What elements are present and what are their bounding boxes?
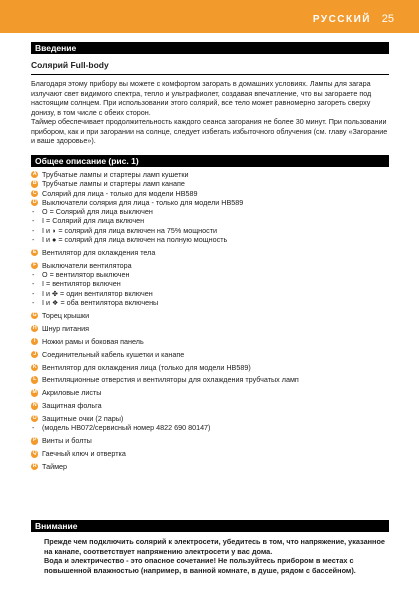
dash-marker: -: [32, 423, 35, 433]
letter-badge: F: [31, 262, 38, 269]
warning-line-2: Вода и электричество - это опасное сочетание! Не пользуйтесь прибором в местах с повышенной влажностью (например, в ванной комнате, в душе, рядом с бассейном).: [44, 556, 356, 575]
list-subitem: [31, 216, 391, 225]
letter-badge: G: [32, 311, 37, 318]
list-item-text: O = вентилятор выключен: [42, 270, 130, 280]
list-item-text: Вентилятор для охлаждения лица (только для модели HB589): [42, 362, 251, 372]
list-item-text: I и ● = солярий для лица включен на полную мощность: [42, 235, 228, 245]
list-item: [31, 462, 391, 471]
dash-marker: -: [32, 270, 35, 280]
list-subitem: [31, 235, 391, 244]
list-item-text: I = вентилятор включен: [42, 279, 121, 289]
list-item-text: I и ◗ = солярий для лица включен на 75% мощности: [42, 225, 218, 235]
dash-marker: -: [32, 288, 35, 298]
list-item-text: Выключатели вентилятора: [42, 260, 132, 270]
list-item: [31, 189, 391, 198]
warning-text: [44, 537, 389, 575]
list-item-text: Торец крышки: [42, 310, 90, 320]
subheading-full-body: Солярий Full-body: [31, 60, 109, 70]
letter-badge: C: [32, 189, 37, 196]
list-subitem: [31, 270, 391, 279]
list-item-text: Выключатели солярия для лица - только для модели HB589: [42, 197, 244, 207]
list-item-text: Акриловые листы: [42, 388, 102, 398]
intro-paragraph-1: Благодаря этому прибору вы можете с комфортом загорать в домашних условиях. Лампы для загара излучают свет видимого спектра, тепло и ультрафиолет, создавая впечатление, что вы загораете под настоящим солнцем. При использовании этого солярий, все тело может равномерно загореть сверху донизу, в том числе с обеих сторон.: [31, 79, 372, 117]
list-item-text: I = Солярий для лица включен: [42, 216, 145, 226]
list-subitem: [31, 226, 391, 235]
list-item-text: Трубчатые лампы и стартеры ламп кушетки: [42, 170, 189, 179]
list-item-text: Защитная фольга: [42, 401, 102, 411]
letter-badge: P: [32, 437, 37, 444]
page-number: 25: [381, 13, 394, 25]
letter-badge: B: [32, 180, 37, 187]
list-item-text: Вентилятор для охлаждения тела: [42, 247, 156, 257]
letter-badge: A: [32, 171, 37, 177]
list-subitem: [31, 207, 391, 216]
list-item-text: Гаечный ключ и отвертка: [42, 449, 126, 459]
section-title-intro: Введение: [31, 42, 389, 54]
list-item-text: Солярий для лица - только для модели HB589: [42, 188, 198, 198]
dash-marker: -: [32, 279, 35, 289]
list-item-text: Винты и болты: [42, 436, 92, 446]
letter-badge: N: [32, 402, 37, 409]
list-item-text: Вентиляционные отверстия и вентиляторы для охлаждения трубчатых ламп: [42, 375, 299, 385]
dash-marker: -: [32, 225, 35, 235]
list-item: [31, 436, 391, 445]
language-label: РУССКИЙ: [312, 14, 371, 25]
list-item: [31, 248, 391, 257]
letter-badge: O: [32, 415, 37, 422]
list-subitem: [31, 289, 391, 298]
list-item: [31, 375, 391, 384]
letter-badge: K: [32, 363, 37, 370]
list-item: [31, 388, 391, 397]
list-item: [31, 414, 391, 423]
list-item: [31, 179, 391, 188]
letter-badge: H: [32, 324, 37, 331]
letter-badge: L: [31, 376, 38, 383]
list-item-text: I и ❖ = оба вентилятора включены: [42, 298, 159, 308]
letter-badge: D: [32, 198, 37, 205]
letter-badge: R: [32, 463, 37, 470]
intro-paragraph-2: Таймер обеспечивает продолжительность каждого сеанса загорания не более 30 минут. При пользовании прибором, как и при загорании на солнце, следует избегать избыточного облучения (см. главу «Загорание и ваше здоровье»).: [31, 117, 388, 145]
list-item-text: I и ✤ = один вентилятор включен: [42, 288, 153, 298]
letter-badge: M: [32, 389, 37, 396]
list-item: [31, 350, 391, 359]
list-item-text: (модель HB072/сервисный номер 4822 690 80147): [42, 423, 211, 433]
list-item: [31, 324, 391, 333]
list-item-text: Шнур питания: [42, 323, 90, 333]
list-item: [31, 337, 391, 346]
letter-badge: E: [32, 248, 37, 255]
list-item-text: Трубчатые лампы и стартеры ламп канапе: [42, 179, 185, 189]
list-item-text: Таймер: [42, 462, 68, 472]
warning-line-1: Прежде чем подключить солярий к электросети, убедитесь в том, что напряжение, указанное на канапе, соответствует напряжению электросети у вас дома.: [44, 537, 385, 556]
dash-marker: -: [32, 207, 35, 217]
list-item: [31, 311, 391, 320]
letter-badge: J: [31, 351, 38, 358]
list-item: [31, 401, 391, 410]
list-subitem: [31, 423, 391, 432]
header-bar: [0, 0, 419, 33]
list-subitem: [31, 279, 391, 288]
list-item: [31, 261, 391, 270]
letter-badge: I: [31, 338, 38, 345]
divider: [31, 74, 389, 75]
section-title-overview: Общее описание (рис. 1): [31, 155, 389, 167]
list-item: [31, 198, 391, 207]
list-item: [31, 449, 391, 458]
dash-marker: -: [32, 216, 35, 226]
list-item-text: Защитные очки (2 пары): [42, 414, 124, 424]
section-title-warning: Внимание: [31, 520, 389, 532]
list-item-text: Соединительный кабель кушетки и канапе: [42, 349, 185, 359]
list-item: [31, 170, 391, 179]
list-subitem: [31, 298, 391, 307]
dash-marker: -: [32, 298, 35, 308]
list-item: [31, 363, 391, 372]
parts-list: [31, 170, 391, 471]
dash-marker: -: [32, 235, 35, 245]
list-item-text: Ножки рамы и боковая панель: [42, 336, 144, 346]
list-item-text: O = Солярий для лица выключен: [42, 207, 153, 217]
letter-badge: Q: [32, 450, 37, 457]
